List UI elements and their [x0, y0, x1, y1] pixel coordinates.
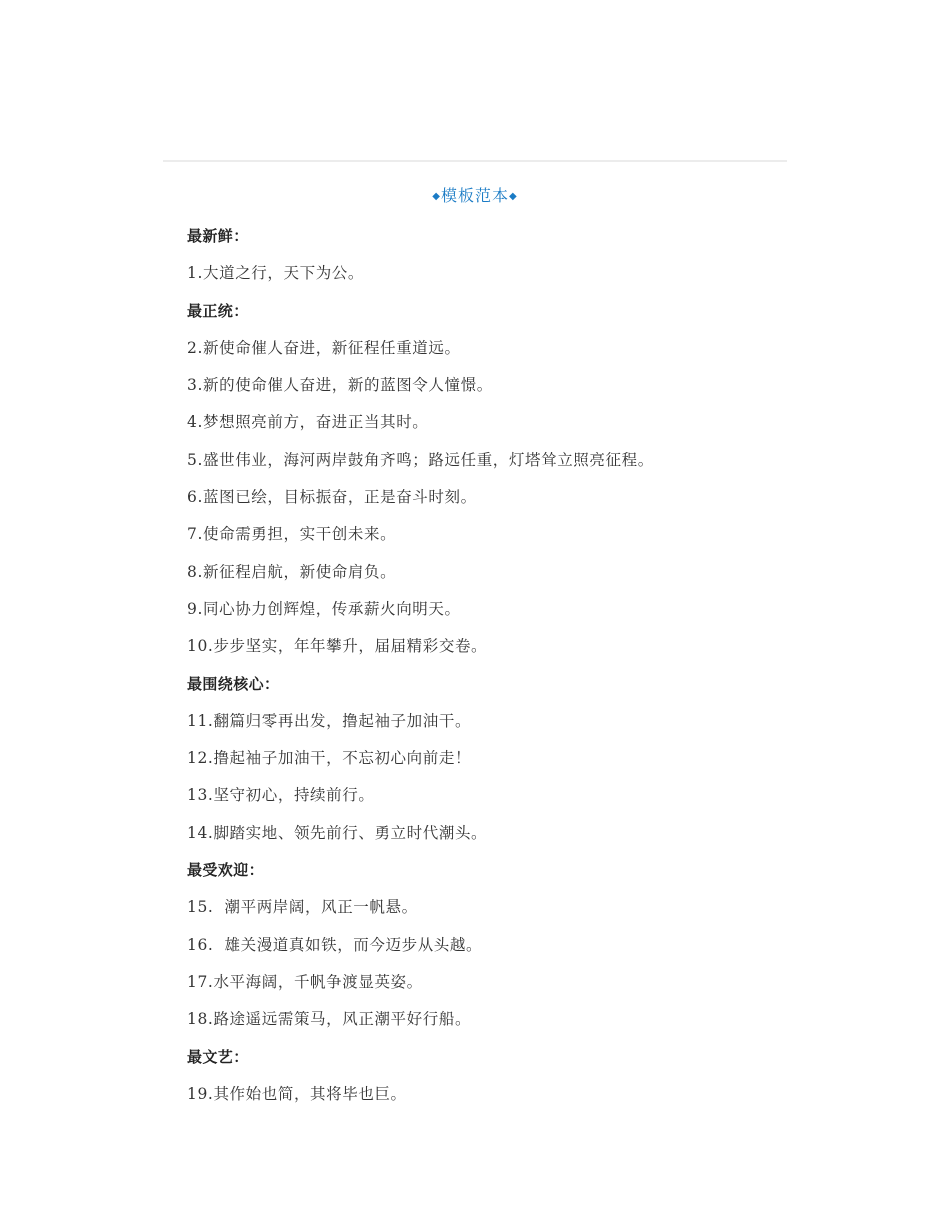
list-item: 12.撸起袖子加油干，不忘初心向前走！ — [187, 749, 472, 768]
list-item: 18.路途遥远需策马，风正潮平好行船。 — [187, 1010, 472, 1029]
document-title — [163, 184, 787, 209]
list-item: 3.新的使命催人奋进，新的蓝图令人憧憬。 — [187, 376, 493, 395]
list-item: 13.坚守初心，持续前行。 — [187, 786, 375, 805]
list-item: 15. 潮平两岸阔，风正一帆悬。 — [187, 898, 418, 917]
list-item: 7.使命需勇担，实干创未来。 — [187, 525, 397, 544]
list-item: 11.翻篇归零再出发，撸起袖子加油干。 — [187, 711, 472, 730]
list-item: 17.水平海阔，千帆争渡显英姿。 — [187, 972, 423, 991]
list-item: 2.新使命催人奋进，新征程任重道远。 — [187, 338, 461, 357]
list-item: 16. 雄关漫道真如铁，而今迈步从头越。 — [187, 935, 483, 954]
diamond-right-icon: ◆ — [509, 191, 518, 202]
section-heading: 最正统： — [187, 301, 249, 320]
section-heading: 最受欢迎： — [187, 861, 265, 880]
list-item: 6.蓝图已绘，目标振奋，正是奋斗时刻。 — [187, 488, 477, 507]
list-item: 9.同心协力创辉煌，传承薪火向明天。 — [187, 599, 461, 618]
list-item: 14.脚踏实地、领先前行、勇立时代潮头。 — [187, 823, 488, 842]
section-heading: 最围绕核心： — [187, 674, 280, 693]
list-item: 19.其作始也简，其将毕也巨。 — [187, 1084, 407, 1103]
section-heading: 最文艺： — [187, 1047, 249, 1066]
list-item: 5.盛世伟业，海河两岸鼓角齐鸣；路远任重，灯塔耸立照亮征程。 — [187, 450, 654, 469]
list-item: 1.大道之行，天下为公。 — [187, 264, 364, 283]
title-text: 模板范本 — [440, 186, 509, 205]
list-item: 4.梦想照亮前方，奋进正当其时。 — [187, 413, 429, 432]
diamond-left-icon: ◆ — [432, 191, 441, 202]
section-heading: 最新鲜： — [187, 227, 249, 245]
list-item: 8.新征程启航，新使命肩负。 — [187, 562, 397, 581]
document-body — [187, 224, 767, 1119]
top-divider — [163, 160, 787, 162]
list-item: 10.步步坚实，年年攀升，届届精彩交卷。 — [187, 637, 488, 656]
